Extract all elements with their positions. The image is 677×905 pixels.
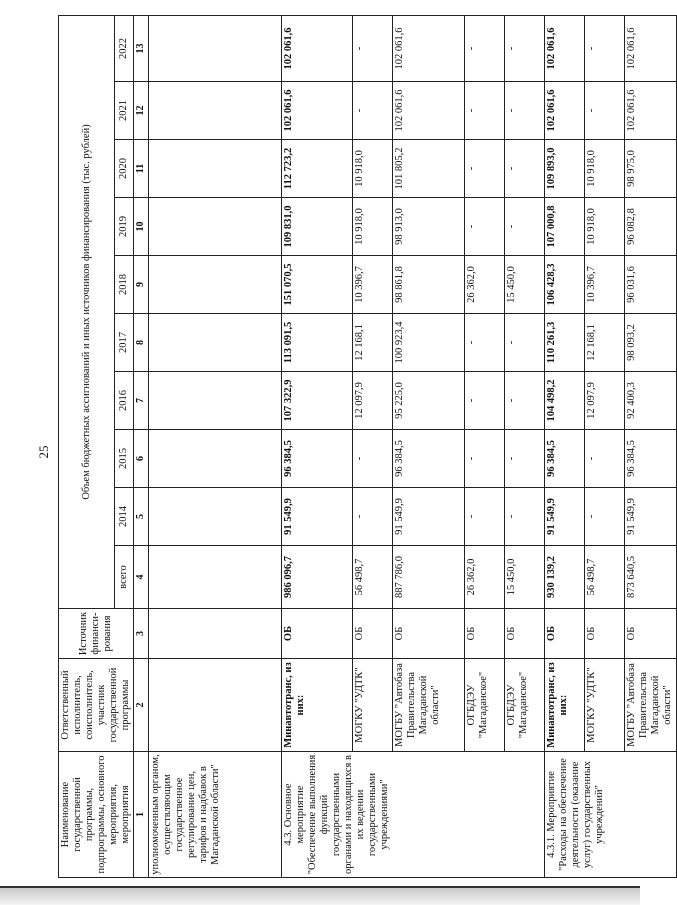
- year-value-cell: 109 893,0: [545, 140, 585, 198]
- year-value-cell: 12 097,9: [353, 372, 393, 430]
- total-value-cell: 986 096,7: [282, 546, 353, 609]
- header-year: 2021: [115, 82, 134, 140]
- source-cell: ОБ: [393, 609, 465, 659]
- year-value-cell: -: [465, 314, 505, 372]
- year-value-cell: [149, 488, 282, 546]
- year-value-cell: -: [505, 314, 545, 372]
- year-value-cell: [149, 314, 282, 372]
- table-row: [505, 15, 545, 877]
- year-value-cell: -: [505, 140, 545, 198]
- total-value-cell: 56 498,7: [353, 546, 393, 609]
- year-value-cell: 98 093,2: [625, 314, 677, 372]
- year-value-cell: [149, 430, 282, 488]
- executor-cell: Минавтотранс, из них:: [282, 659, 353, 752]
- source-cell: ОБ: [505, 609, 545, 659]
- year-value-cell: -: [353, 488, 393, 546]
- header-year: 2017: [115, 314, 134, 372]
- year-value-cell: -: [505, 15, 545, 81]
- year-value-cell: [149, 15, 282, 81]
- year-value-cell: 91 549,9: [393, 488, 465, 546]
- total-value-cell: 930 139,2: [545, 546, 585, 609]
- header-total: всего: [115, 546, 134, 609]
- source-cell: ОБ: [353, 609, 393, 659]
- header-source: Источник финанси-рования: [59, 609, 134, 659]
- year-value-cell: 100 923,4: [393, 314, 465, 372]
- year-value-cell: 91 549,9: [545, 488, 585, 546]
- year-value-cell: -: [585, 430, 625, 488]
- year-value-cell: -: [465, 82, 505, 140]
- total-value-cell: 873 640,5: [625, 546, 677, 609]
- year-value-cell: 12 097,9: [585, 372, 625, 430]
- year-value-cell: -: [505, 82, 545, 140]
- year-value-cell: 91 549,9: [282, 488, 353, 546]
- table-row: [545, 15, 585, 877]
- year-value-cell: 95 225,0: [393, 372, 465, 430]
- year-value-cell: -: [353, 430, 393, 488]
- year-value-cell: 102 061,6: [282, 82, 353, 140]
- year-value-cell: 107 000,8: [545, 198, 585, 256]
- year-value-cell: -: [505, 488, 545, 546]
- total-value-cell: 887 786,0: [393, 546, 465, 609]
- year-value-cell: -: [353, 15, 393, 81]
- year-value-cell: 96 031,6: [625, 256, 677, 314]
- page-number: 25: [36, 445, 51, 459]
- column-number: 2: [134, 659, 149, 752]
- year-value-cell: -: [505, 372, 545, 430]
- year-value-cell: 98 861,8: [393, 256, 465, 314]
- table-row: [585, 15, 625, 877]
- year-value-cell: -: [585, 488, 625, 546]
- table-row: [353, 15, 393, 877]
- year-value-cell: -: [465, 15, 505, 81]
- column-number: 3: [134, 609, 149, 659]
- row-name-cell: 4.3.1. Мероприятие "Расходы на обеспечение деятельности (оказание услуг) государственных учреждений": [545, 752, 677, 878]
- year-value-cell: -: [465, 430, 505, 488]
- year-value-cell: 110 261,3: [545, 314, 585, 372]
- header-name: Наименование государственной программы, подпрограммы, основного мероприятия, мероприятия: [59, 752, 134, 878]
- year-value-cell: 15 450,0: [505, 256, 545, 314]
- source-cell: ОБ: [545, 609, 585, 659]
- year-value-cell: [149, 372, 282, 430]
- year-value-cell: 10 396,7: [353, 256, 393, 314]
- year-value-cell: 96 384,5: [282, 430, 353, 488]
- rotated-table-container: [58, 16, 673, 878]
- column-number: 13: [134, 15, 149, 81]
- financing-table: [58, 15, 677, 878]
- year-value-cell: -: [585, 82, 625, 140]
- column-number: 8: [134, 314, 149, 372]
- total-value-cell: 15 450,0: [505, 546, 545, 609]
- executor-cell: ОГБДЭУ "Магаданское": [465, 659, 505, 752]
- year-value-cell: -: [505, 430, 545, 488]
- header-year: 2020: [115, 140, 134, 198]
- year-value-cell: 151 070,5: [282, 256, 353, 314]
- source-cell: ОБ: [625, 609, 677, 659]
- year-value-cell: 102 061,6: [625, 82, 677, 140]
- column-number: 4: [134, 546, 149, 609]
- year-value-cell: 113 091,5: [282, 314, 353, 372]
- year-value-cell: 10 918,0: [353, 198, 393, 256]
- year-value-cell: -: [505, 198, 545, 256]
- source-cell: ОБ: [282, 609, 353, 659]
- year-value-cell: 98 975,0: [625, 140, 677, 198]
- year-value-cell: 102 061,6: [282, 15, 353, 81]
- year-value-cell: 96 082,8: [625, 198, 677, 256]
- executor-cell: ОГБДЭУ "Магаданское": [505, 659, 545, 752]
- row-name-cell: уполномоченным органом, осуществляющим государственное регулирование цен, тарифов и надбавок в Магаданской области": [149, 752, 282, 878]
- year-value-cell: [149, 140, 282, 198]
- year-value-cell: -: [585, 15, 625, 81]
- column-number: 10: [134, 198, 149, 256]
- column-number: 12: [134, 82, 149, 140]
- year-value-cell: [149, 256, 282, 314]
- year-value-cell: 102 061,6: [625, 15, 677, 81]
- year-value-cell: 10 918,0: [585, 198, 625, 256]
- year-value-cell: 102 061,6: [393, 15, 465, 81]
- executor-cell: МОГБУ "Автобаза Правительства Магаданской области": [393, 659, 465, 752]
- year-value-cell: 10 918,0: [585, 140, 625, 198]
- table-row: [465, 15, 505, 877]
- year-value-cell: 102 061,6: [393, 82, 465, 140]
- table-row: [393, 15, 465, 877]
- year-value-cell: 104 498,2: [545, 372, 585, 430]
- header-year: 2022: [115, 15, 134, 81]
- table-row: [149, 15, 282, 877]
- column-number: 9: [134, 256, 149, 314]
- total-value-cell: [149, 546, 282, 609]
- year-value-cell: -: [465, 140, 505, 198]
- table-row: [282, 15, 353, 877]
- source-cell: [149, 609, 282, 659]
- year-value-cell: 96 384,5: [545, 430, 585, 488]
- year-value-cell: 92 400,3: [625, 372, 677, 430]
- column-number: 1: [134, 752, 149, 878]
- year-value-cell: 107 322,9: [282, 372, 353, 430]
- year-value-cell: 112 723,2: [282, 140, 353, 198]
- header-year: 2014: [115, 488, 134, 546]
- year-value-cell: 26 362,0: [465, 256, 505, 314]
- year-value-cell: 10 918,0: [353, 140, 393, 198]
- year-value-cell: -: [465, 372, 505, 430]
- header-volume: Объем бюджетных ассигнований и иных источников финансирования (тыс. рублей): [59, 15, 115, 608]
- row-name-cell: 4.3. Основное мероприятие "Обеспечение выполнения функций государственными органами и находящихся в их ведении государственными учреждениями": [282, 752, 545, 878]
- year-value-cell: 10 396,7: [585, 256, 625, 314]
- header-year: 2016: [115, 372, 134, 430]
- column-number: 11: [134, 140, 149, 198]
- year-value-cell: -: [465, 198, 505, 256]
- source-cell: ОБ: [465, 609, 505, 659]
- source-cell: ОБ: [585, 609, 625, 659]
- executor-cell: МОГКУ "УДТК": [353, 659, 393, 752]
- executor-cell: Минавтотранс, из них:: [545, 659, 585, 752]
- year-value-cell: 96 384,5: [393, 430, 465, 488]
- year-value-cell: 98 913,0: [393, 198, 465, 256]
- header-year: 2018: [115, 256, 134, 314]
- year-value-cell: 102 061,6: [545, 15, 585, 81]
- executor-cell: МОГБУ "Автобаза Правительства Магаданской области": [625, 659, 677, 752]
- table-row: [625, 15, 677, 877]
- table-body: [149, 15, 677, 877]
- year-value-cell: 96 384,5: [625, 430, 677, 488]
- column-number: 6: [134, 430, 149, 488]
- year-value-cell: -: [465, 488, 505, 546]
- executor-cell: МОГКУ "УДТК": [585, 659, 625, 752]
- header-executor: Ответственный исполнитель, соисполнитель, участник государственной программы: [59, 659, 134, 752]
- header-year: 2015: [115, 430, 134, 488]
- executor-cell: [149, 659, 282, 752]
- column-number: 5: [134, 488, 149, 546]
- year-value-cell: 91 549,9: [625, 488, 677, 546]
- total-value-cell: 26 362,0: [465, 546, 505, 609]
- column-number: 7: [134, 372, 149, 430]
- year-value-cell: 106 428,3: [545, 256, 585, 314]
- year-value-cell: 12 168,1: [585, 314, 625, 372]
- year-value-cell: [149, 82, 282, 140]
- year-value-cell: 109 831,0: [282, 198, 353, 256]
- year-value-cell: -: [353, 82, 393, 140]
- year-value-cell: 12 168,1: [353, 314, 393, 372]
- year-value-cell: 102 061,6: [545, 82, 585, 140]
- scan-edge-shadow: [0, 888, 640, 905]
- header-year: 2019: [115, 198, 134, 256]
- total-value-cell: 56 498,7: [585, 546, 625, 609]
- year-value-cell: 101 805,2: [393, 140, 465, 198]
- year-value-cell: [149, 198, 282, 256]
